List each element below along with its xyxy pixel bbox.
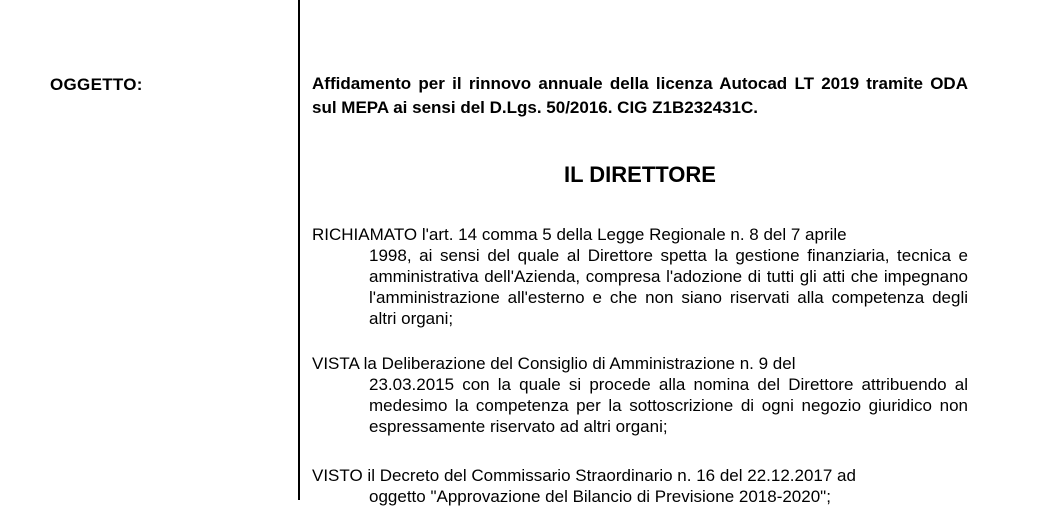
paragraph-first-line: RICHIAMATO l'art. 14 comma 5 della Legge Regionale n. 8 del 7 aprile bbox=[312, 225, 847, 244]
paragraph-continuation: 1998, ai sensi del quale al Direttore spetta la gestione finanziaria, tecnica e amministrativa dell'Azienda, compresa l'adozione di tutti gli atti che impegnano l'amministrazione all'esterno e che non siano riservati alla competenza degli altri organi; bbox=[369, 246, 968, 328]
paragraph-vista bbox=[312, 353, 968, 437]
paragraph-visto bbox=[312, 465, 968, 507]
subject-text: Affidamento per il rinnovo annuale della licenza Autocad LT 2019 tramite ODA sul MEPA ai sensi del D.Lgs. 50/2016. CIG Z1B232431C. bbox=[312, 74, 968, 117]
column-divider bbox=[298, 0, 300, 500]
document-heading: IL DIRETTORE bbox=[564, 162, 716, 187]
subject-label: OGGETTO: bbox=[50, 75, 143, 94]
paragraph-continuation: 23.03.2015 con la quale si procede alla nomina del Direttore attribuendo al medesimo la competenza per la sottoscrizione di ogni negozio giuridico non espressamente riservato ad altri organi; bbox=[369, 375, 968, 436]
paragraph-continuation: oggetto "Approvazione del Bilancio di Previsione 2018-2020"; bbox=[369, 487, 831, 506]
paragraph-first-line: VISTA la Deliberazione del Consiglio di Amministrazione n. 9 del bbox=[312, 354, 796, 373]
paragraph-first-line: VISTO il Decreto del Commissario Straordinario n. 16 del 22.12.2017 ad bbox=[312, 466, 856, 485]
paragraph-richiamato bbox=[312, 224, 968, 329]
